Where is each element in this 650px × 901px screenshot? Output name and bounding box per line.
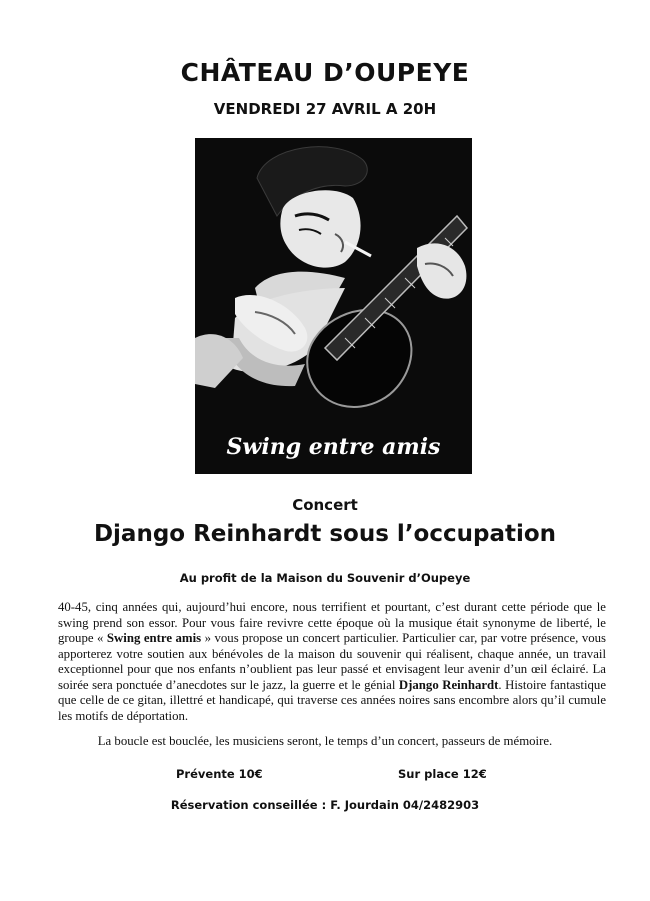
benefit-line: Au profit de la Maison du Souvenir d’Oupeye	[179, 571, 471, 585]
description-part-a: 40-45, cinq années qui, aujourd’hui encore, nous terrifient et pourtant, c’est durant cette période que le swing prend son essor. Pour vous faire revivre cette époque où la musique était synonyme de liberté, le groupe «	[58, 600, 606, 645]
description-paragraph	[58, 600, 606, 724]
artist-name: Django Reinhardt	[398, 677, 499, 692]
on-site-price: Sur place 12€	[398, 767, 487, 781]
reservation-info: Réservation conseillée : F. Jourdain 04/2482903	[170, 798, 480, 812]
event-title: Django Reinhardt sous l’occupation	[93, 521, 557, 547]
closing-line: La boucle est bouclée, les musiciens seront, le temps d’un concert, passeurs de mémoire.	[97, 734, 553, 748]
event-type: Concert	[292, 496, 358, 514]
poster-caption: Swing entre amis	[226, 434, 441, 460]
presale-price: Prévente 10€	[176, 767, 263, 781]
event-date: VENDREDI 27 AVRIL A 20H	[213, 100, 437, 118]
description-text	[58, 600, 606, 724]
group-name: Swing entre amis	[106, 631, 202, 645]
description-part-c: . Histoire fantastique que celle de ce gitan, illettré et handicapé, qui traverse ces années noires sans encombre alors qu’il cumule les motifs de déportation.	[58, 677, 606, 723]
guitarist-photo-icon	[195, 138, 472, 474]
description-part-b: » vous propose un concert particulier. Particulier car, par votre présence, vous apporterez votre soutien aux bénévoles de la maison du souvenir qui réalisent, chaque année, un travail exceptionnel pour que nos enfants n’oublient pas leur passé et envisagent leur avenir d’un œil éclairé. La soirée sera ponctuée d’anecdotes sur le jazz, la guerre et le génial	[58, 631, 606, 692]
poster-image	[195, 138, 472, 474]
venue-title: CHÂTEAU D’OUPEYE	[180, 58, 470, 87]
